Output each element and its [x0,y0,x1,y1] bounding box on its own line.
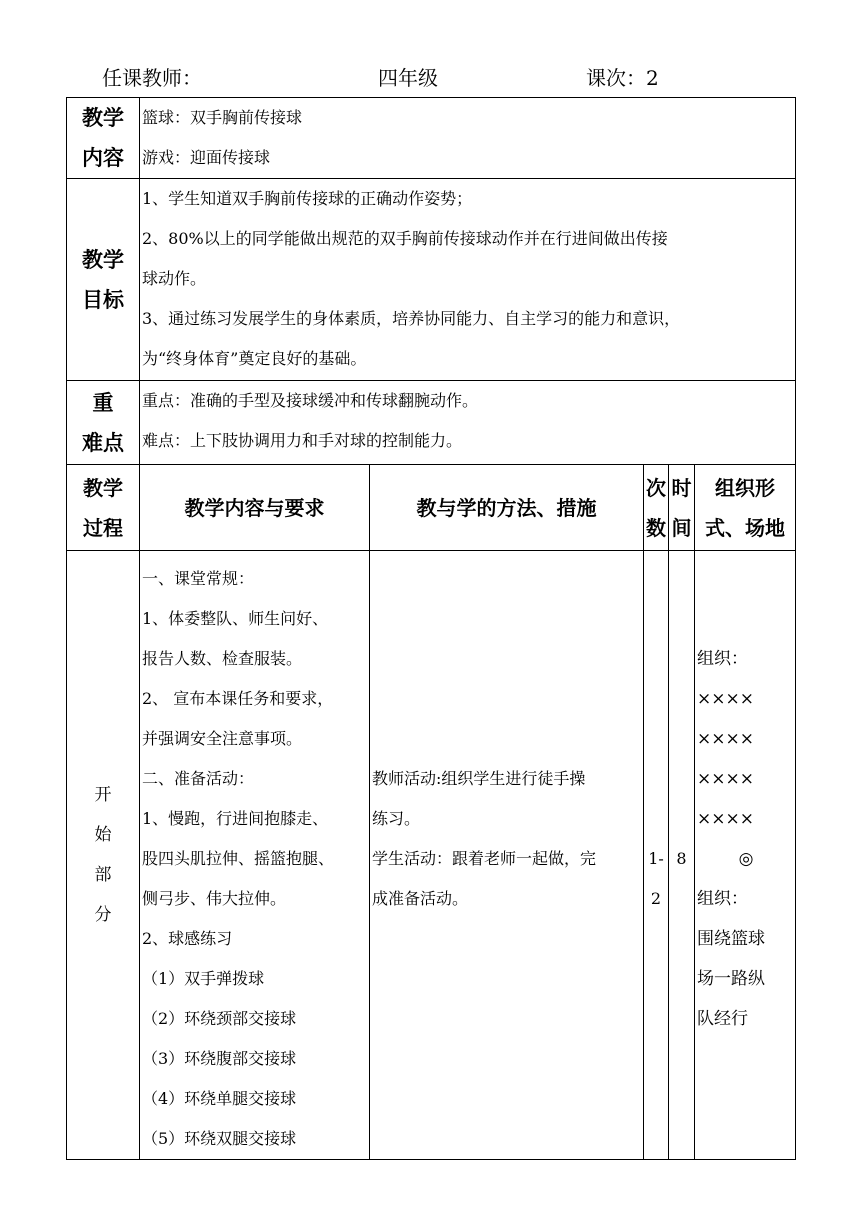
process-content-cell [140,551,370,1160]
org-line: 围绕篮球 [697,929,765,949]
process-time-cell: 8 [669,551,695,1160]
teacher-label: 任课教师： [102,66,202,90]
key-point-line: 难点：上下肢协调用力和手对球的控制能力。 [142,431,463,450]
key-point-line: 重点：准确的手型及接球缓冲和传球翻腕动作。 [142,391,479,410]
key-points-text [140,381,796,465]
content-item: 2、 宣布本课任务和要求， [142,689,334,708]
content-item: （2）环绕颈部交接球 [142,1009,297,1028]
formation-row: ×××× [697,689,754,709]
header-method: 教与学的方法、措施 [370,465,644,551]
goal-line: 2、80%以上的同学能做出规范的双手胸前传接球动作并在行进间做出传接 [142,229,668,248]
key-points-label: 重 难点 [67,381,140,465]
org-line: 组织： [697,649,748,669]
goal-line: 球动作。 [142,269,207,288]
content-item: （3）环绕腹部交接球 [142,1049,297,1068]
content-row [67,98,796,179]
process-header-row [67,465,796,551]
content-item: 并强调安全注意事项。 [142,729,303,748]
content-text [140,98,796,179]
content-item: 一、课堂常规： [142,569,255,588]
org-line: 场一路纵 [697,969,765,989]
content-item: 二、准备活动： [142,769,255,788]
header-org: 组织形 式、场地 [695,465,796,551]
header-count: 次 数 [644,465,669,551]
section-start-label: 开 始 部 分 [67,551,140,1160]
header-time: 时 间 [669,465,695,551]
org-line: 队经行 [697,1009,748,1029]
goals-text [140,179,796,381]
content-item: 侧弓步、伟大拉伸。 [142,889,287,908]
content-item: （4）环绕单腿交接球 [142,1089,297,1108]
content-item: 1、慢跑，行进间抱膝走、 [142,809,329,828]
content-item: 股四头肌拉伸、摇篮抱腿、 [142,849,335,868]
goal-line: 为“终身体育”奠定良好的基础。 [142,349,367,368]
goals-row [67,179,796,381]
content-item: 2、球感练习 [142,929,233,948]
process-row-start [67,551,796,1160]
process-org-cell [695,551,796,1160]
formation-row: ×××× [697,769,754,789]
header-content: 教学内容与要求 [140,465,370,551]
formation-row: ×××× [697,809,754,829]
process-count-cell: 1- 2 [644,551,669,1160]
goal-line: 1、学生知道双手胸前传接球的正确动作姿势； [142,189,473,208]
formation-row: ×××× [697,729,754,749]
content-line: 游戏：迎面传接球 [142,148,271,167]
content-item: 1、体委整队、师生问好、 [142,609,329,628]
content-line: 篮球：双手胸前传接球 [142,108,303,127]
goal-line: 3、通过练习发展学生的身体素质，培养协同能力、自主学习的能力和意识， [142,309,681,328]
content-label: 教学 内容 [67,98,140,179]
method-line: 练习。 [372,809,421,828]
content-item: （5）环绕双腿交接球 [142,1129,297,1148]
method-line: 成准备活动。 [372,889,469,908]
lesson-number: 课次：2 [586,66,659,90]
lesson-plan-table [66,97,796,1160]
method-line: 教师活动:组织学生进行徒手操 [372,769,586,788]
teacher-position-icon: ◎ [738,849,754,869]
content-item: （1）双手弹拨球 [142,969,265,988]
org-line: 组织： [697,889,748,909]
process-method-cell [370,551,644,1160]
content-item: 报告人数、检查服装。 [142,649,303,668]
key-points-row [67,381,796,465]
method-line: 学生活动：跟着老师一起做，完 [372,849,597,868]
grade-label: 四年级 [378,66,438,90]
header-section: 教学 过程 [67,465,140,551]
goals-label: 教学 目标 [67,179,140,381]
